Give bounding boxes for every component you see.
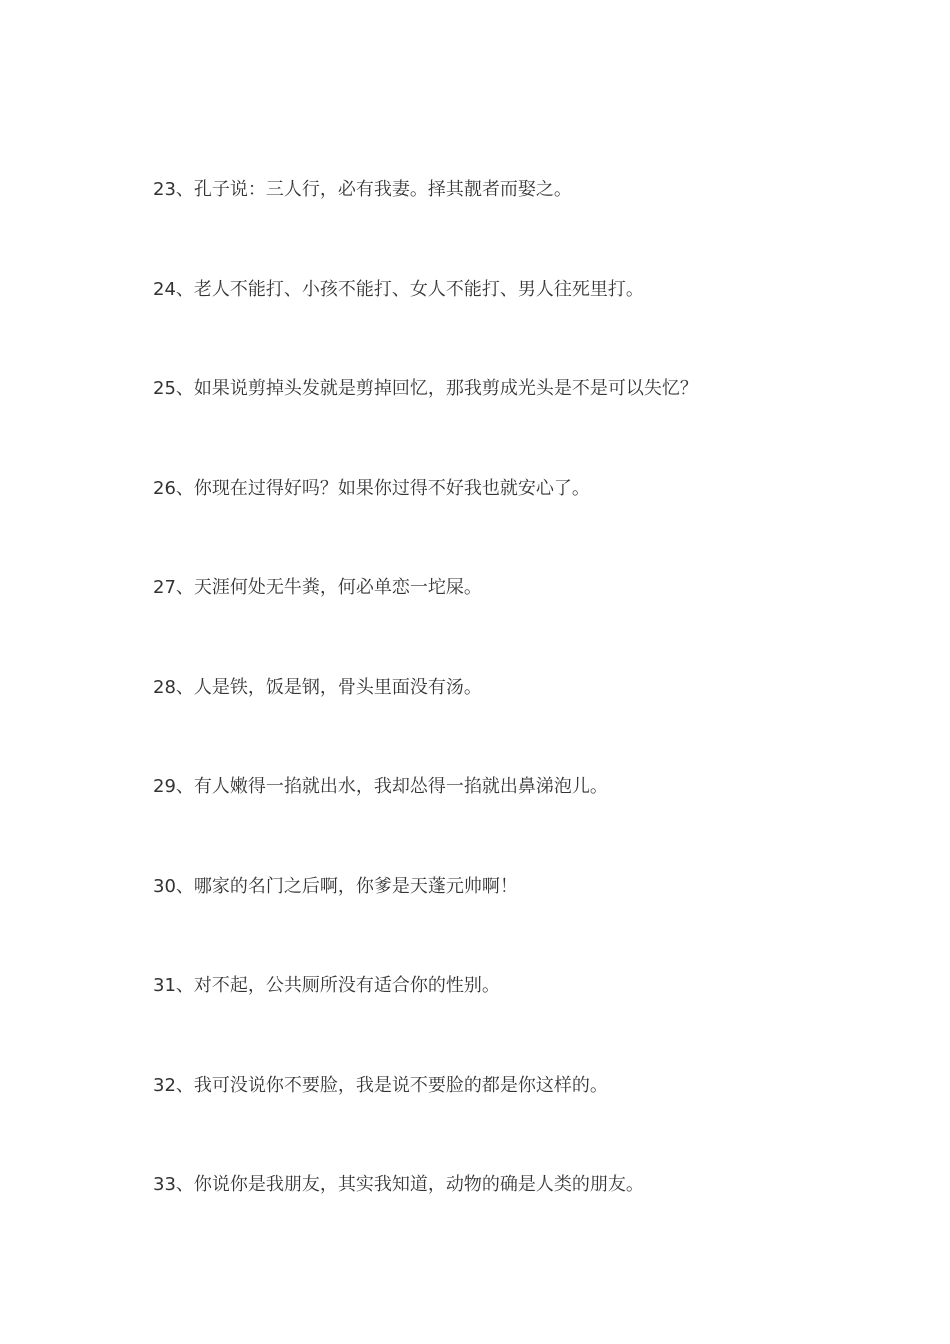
text-line-32: 32、我可没说你不要脸，我是说不要脸的都是你这样的。 (153, 1075, 608, 1096)
text-line-33: 33、你说你是我朋友，其实我知道，动物的确是人类的朋友。 (153, 1174, 644, 1195)
text-line-27: 27、天涯何处无牛粪，何必单恋一坨屎。 (153, 577, 482, 598)
text-line-29: 29、有人嫩得一掐就出水，我却怂得一掐就出鼻涕泡儿。 (153, 776, 608, 797)
text-line-28: 28、人是铁，饭是钢，骨头里面没有汤。 (153, 677, 482, 698)
text-line-25: 25、如果说剪掉头发就是剪掉回忆，那我剪成光头是不是可以失忆？ (153, 378, 698, 399)
text-line-24: 24、老人不能打、小孩不能打、女人不能打、男人往死里打。 (153, 279, 644, 300)
text-line-31: 31、对不起，公共厕所没有适合你的性别。 (153, 975, 500, 996)
text-line-30: 30、哪家的名门之后啊，你爹是天蓬元帅啊！ (153, 876, 518, 897)
text-line-26: 26、你现在过得好吗？如果你过得不好我也就安心了。 (153, 478, 590, 499)
text-line-23: 23、孔子说：三人行，必有我妻。择其靓者而娶之。 (153, 179, 572, 200)
